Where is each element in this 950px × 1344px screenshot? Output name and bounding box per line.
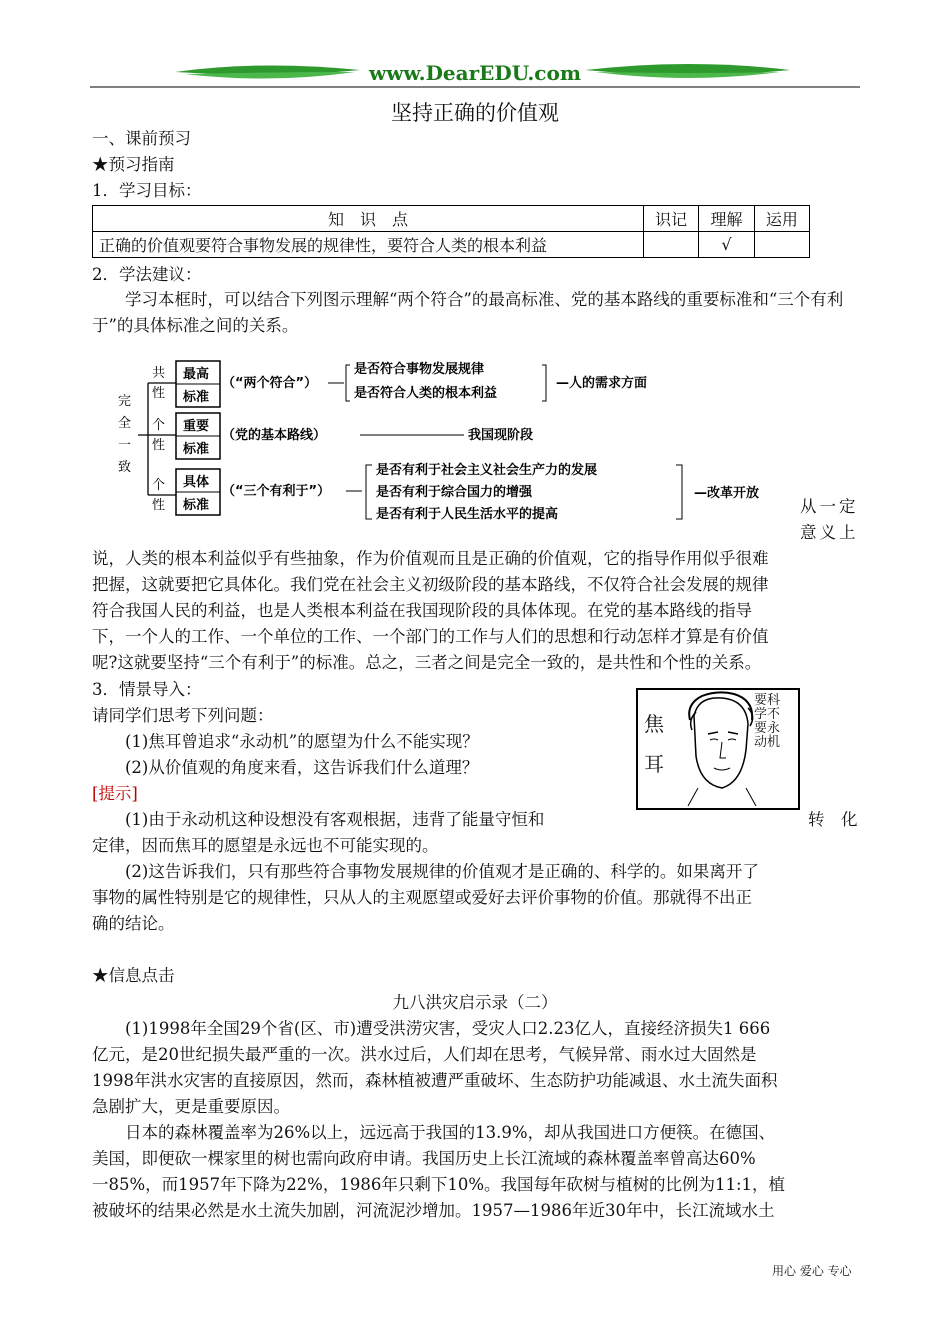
- svg-text:—改革开放: —改革开放: [694, 486, 760, 501]
- table-cell: √: [699, 232, 754, 258]
- svg-text:完: 完: [118, 394, 132, 409]
- answer-1b: 转 化: [808, 810, 858, 829]
- text-line: (2)这告诉我们，只有那些符合事物发展规律的价值观才是正确的、科学的。如果离开了: [125, 862, 759, 881]
- svg-text:重要: 重要: [183, 419, 210, 434]
- text-line: 把握，这就要把它具体化。我们党在社会主义初级阶段的基本路线，不仅符合社会发展的规律: [92, 575, 769, 594]
- text-line: 日本的森林覆盖率为26%以上，远远高于我国的13.9%，却从我国进口方便筷。在德国、: [125, 1123, 776, 1142]
- side-text: 意义上: [800, 523, 859, 542]
- hint-label: [提示]: [92, 784, 138, 803]
- table-cell: [754, 232, 809, 258]
- article-title: 九八洪灾启示录（二）: [392, 993, 558, 1012]
- cartoon-name: 焦 耳: [644, 712, 664, 776]
- logo-text: www.DearEDU.com: [368, 61, 581, 85]
- answer-1a: (1)由于永动机这种设想没有客观根据，违背了能量守恒和: [125, 810, 545, 829]
- rel-label: 性: [152, 498, 166, 513]
- rel-label: 个: [152, 418, 166, 433]
- standards-diagram: [110, 355, 800, 525]
- method-label: 2．学法建议：: [92, 265, 202, 284]
- svg-text:具体: 具体: [183, 475, 210, 490]
- joule-cartoon: [636, 688, 800, 810]
- table-header-row: [93, 206, 810, 232]
- guide-heading: ★预习指南: [92, 155, 175, 174]
- table-cell: 正确的价值观要符合事物发展的规律性，要符合人类的根本利益: [93, 232, 644, 258]
- text-line: 被破坏的结果必然是水土流失加剧，河流泥沙增加。1957—1986年近30年中，长江流域水土: [92, 1201, 775, 1220]
- branch-item: 是否有利于人民生活水平的提高: [376, 507, 559, 522]
- para1: [92, 546, 769, 676]
- branch-item: 是否有利于社会主义社会生产力的发展: [376, 463, 598, 478]
- text-line: 亿元，是20世纪损失最严重的一次。洪水过后，人们却在思考，气候异常、雨水过大固然是: [92, 1045, 757, 1064]
- table-header: 知 识 点: [93, 206, 644, 232]
- svg-text:全: 全: [118, 416, 132, 431]
- header-logo: [90, 58, 860, 94]
- svg-text:（“三个有利于”）: （“三个有利于”）: [222, 484, 331, 499]
- text-line: 1998年洪水灾害的直接原因，然而，森林植被遭严重破坏、生态防护功能减退、水土流失面积: [92, 1071, 778, 1090]
- text-line: 符合我国人民的利益，也是人类根本利益在我国现阶段的具体体现。在党的基本路线的指导: [92, 601, 752, 620]
- goals-label: 1．学习目标：: [92, 181, 202, 200]
- svg-text:标准: 标准: [183, 442, 210, 457]
- question-1: (1)焦耳曾追求“永动机”的愿望为什么不能实现？: [125, 732, 479, 751]
- rel-label: 性: [152, 386, 166, 401]
- branch-item: 是否符合人类的根本利益: [354, 386, 498, 401]
- info-heading: ★信息点击: [92, 966, 175, 985]
- para3: [92, 1120, 785, 1224]
- branch-item: 是否有利于综合国力的增强: [376, 485, 533, 500]
- text-line: 事物的属性特别是它的规律性，只从人的主观愿望或爱好去评价事物的价值。那就得不出正: [92, 888, 752, 907]
- cartoon-speech: 要科 学不 要永 动机: [754, 693, 781, 750]
- svg-text:致: 致: [118, 460, 132, 475]
- scene-label: 3．情景导入：: [92, 680, 202, 699]
- page-title: 坚持正确的价值观: [391, 101, 559, 125]
- question-2: (2)从价值观的角度来看，这告诉我们什么道理？: [125, 758, 479, 777]
- table-header: 运用: [754, 206, 809, 232]
- section-heading: 一、课前预习: [92, 129, 191, 148]
- side-text: 从一定: [800, 497, 859, 516]
- scene-intro: 请同学们思考下列问题：: [92, 706, 274, 725]
- table-row: [93, 232, 810, 258]
- svg-text:最高: 最高: [183, 367, 210, 382]
- answer-1c: 定律，因而焦耳的愿望是永远也不可能实现的。: [92, 836, 439, 855]
- rel-label: 共: [152, 366, 166, 381]
- diagram-vertical-label: [118, 394, 131, 475]
- svg-text:—人的需求方面: —人的需求方面: [556, 376, 648, 391]
- branch-item: 是否符合事物发展规律: [354, 362, 485, 377]
- text-line: (1)1998年全国29个省(区、市)遭受洪涝灾害，受灾人口2.23亿人，直接经济损失1 666: [125, 1019, 771, 1038]
- svg-text:标准: 标准: [183, 390, 210, 405]
- svg-text:一: 一: [118, 438, 132, 453]
- svg-text:（“两个符合”）: （“两个符合”）: [222, 376, 318, 391]
- svg-text:（党的基本路线）: （党的基本路线）: [222, 428, 327, 443]
- method-text: 学习本框时，可以结合下列图示理解“两个符合”的最高标准、党的基本路线的重要标准和“三个有利于”的具体标准之间的关系。: [92, 290, 844, 335]
- text-line: 呢?这就要坚持“三个有利于”的标准。总之，三者之间是完全一致的，是共性和个性的关系。: [92, 653, 762, 672]
- text-line: 下，一个人的工作、一个单位的工作、一个部门的工作与人们的思想和行动怎样才算是有价值: [92, 627, 769, 646]
- text-line: 确的结论。: [92, 914, 175, 933]
- page-footer: 用心 爱心 专心: [772, 1264, 852, 1278]
- table-header: 识记: [644, 206, 699, 232]
- answer-2: [92, 859, 759, 937]
- table-header: 理解: [699, 206, 754, 232]
- para2: [92, 1016, 778, 1120]
- text-line: 急剧扩大，更是重要原因。: [92, 1097, 290, 1116]
- text-line: 美国，即便砍一棵家里的树也需向政府申请。我国历史上长江流域的森林覆盖率曾高达60%: [92, 1149, 756, 1168]
- svg-text:我国现阶段: 我国现阶段: [468, 428, 534, 443]
- knowledge-table: [92, 205, 810, 258]
- rel-label: 性: [152, 438, 166, 453]
- text-line: 一85%，而1957年下降为22%，1986年只剩下10%。我国每年砍树与植树的比例为11:1，植: [92, 1175, 786, 1194]
- rel-label: 个: [152, 478, 166, 493]
- text-line: 说，人类的根本利益似乎有些抽象，作为价值观而且是正确的价值观，它的指导作用似乎很难: [92, 549, 769, 568]
- svg-text:标准: 标准: [183, 498, 210, 513]
- table-cell: [644, 232, 699, 258]
